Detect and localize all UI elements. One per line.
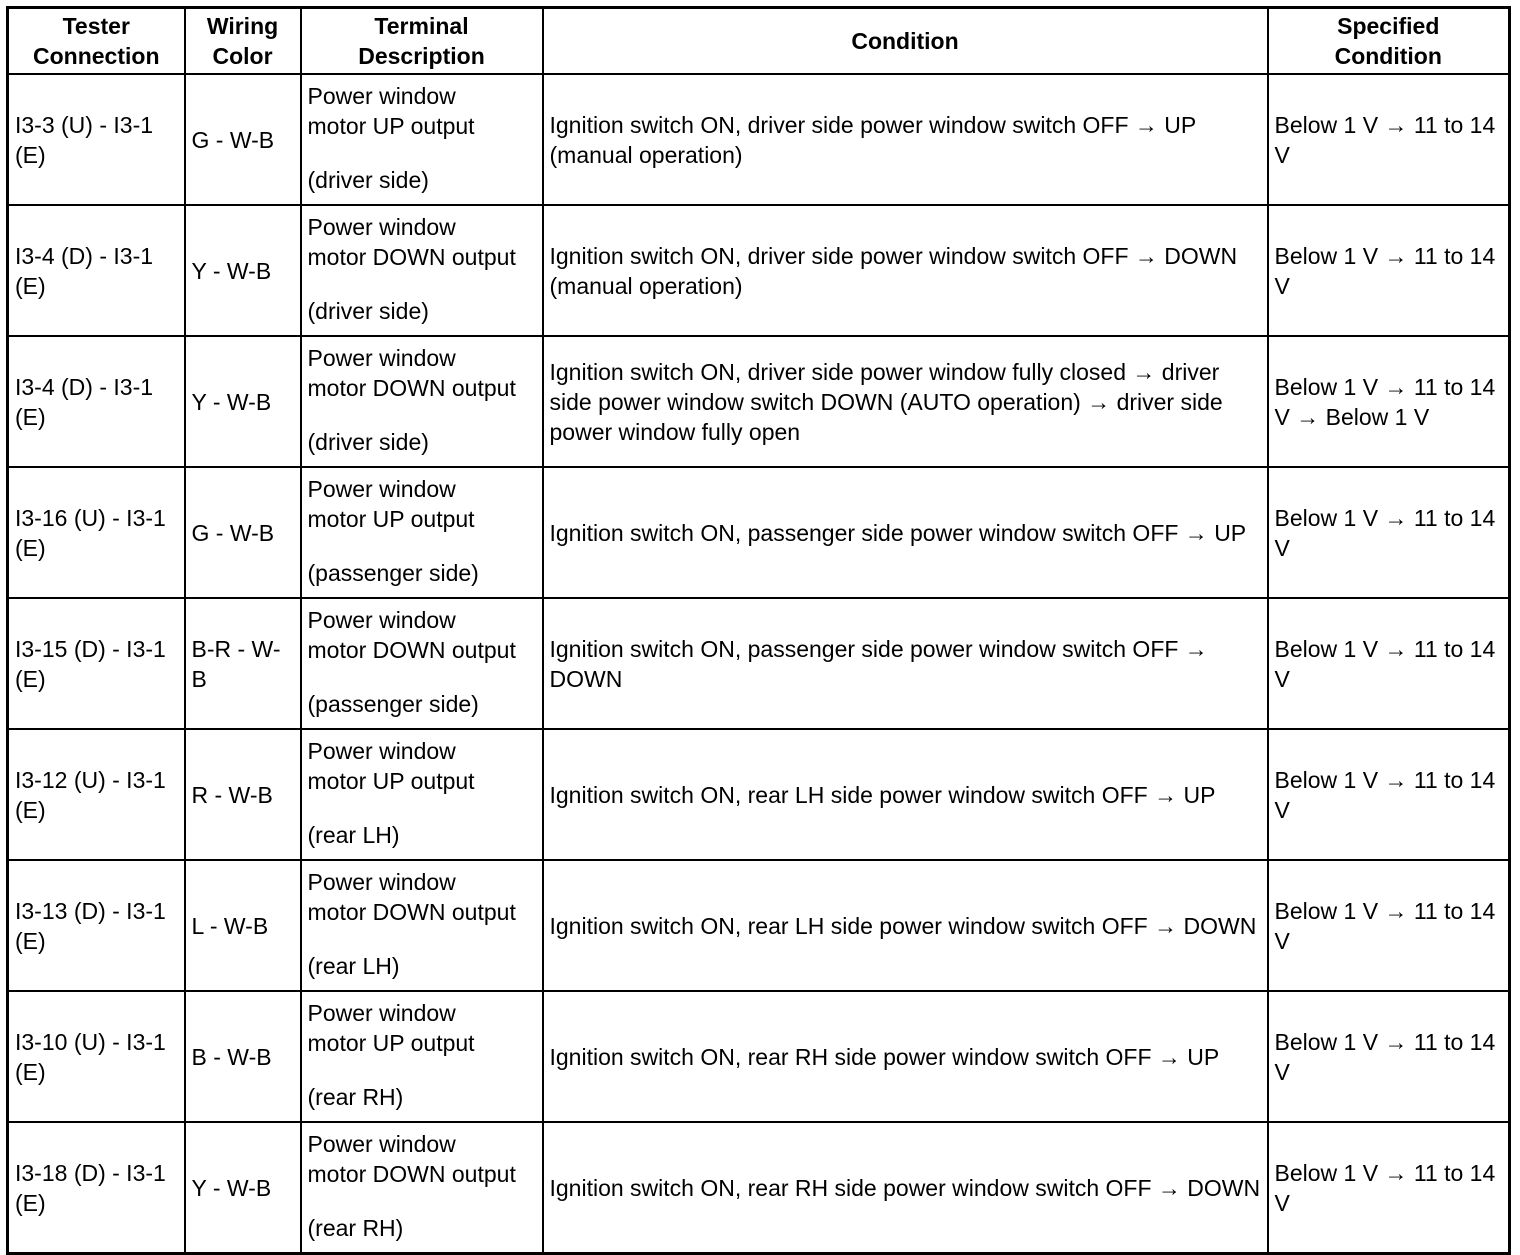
header-tester-connection: Tester Connection xyxy=(8,8,185,75)
wiring-color-cell: Y - W-B xyxy=(185,336,301,467)
condition-cell: Ignition switch ON, rear RH side power window switch OFF → UP xyxy=(543,991,1268,1122)
tester-connection-cell: I3-4 (D) - I3-1 (E) xyxy=(8,205,185,336)
table-row xyxy=(8,205,1510,336)
specified-condition-cell: Below 1 V → 11 to 14 V xyxy=(1268,860,1510,991)
specified-condition-cell: Below 1 V → 11 to 14 V xyxy=(1268,598,1510,729)
terminal-description-cell: Power window motor DOWN output (rear RH) xyxy=(301,1122,543,1254)
terminal-description-cell: Power window motor DOWN output (rear LH) xyxy=(301,860,543,991)
wiring-color-cell: B - W-B xyxy=(185,991,301,1122)
condition-cell: Ignition switch ON, driver side power window switch OFF → DOWN (manual operation) xyxy=(543,205,1268,336)
specified-condition-cell: Below 1 V → 11 to 14 V xyxy=(1268,205,1510,336)
wiring-color-cell: R - W-B xyxy=(185,729,301,860)
specified-condition-cell: Below 1 V → 11 to 14 V → Below 1 V xyxy=(1268,336,1510,467)
header-terminal-description: Terminal Description xyxy=(301,8,543,75)
tester-connection-cell: I3-15 (D) - I3-1 (E) xyxy=(8,598,185,729)
tester-connection-cell: I3-12 (U) - I3-1 (E) xyxy=(8,729,185,860)
table-row xyxy=(8,336,1510,467)
terminal-description-cell: Power window motor UP output (passenger side) xyxy=(301,467,543,598)
header-wiring-color: Wiring Color xyxy=(185,8,301,75)
condition-cell: Ignition switch ON, rear LH side power window switch OFF → DOWN xyxy=(543,860,1268,991)
tester-connection-cell: I3-13 (D) - I3-1 (E) xyxy=(8,860,185,991)
wiring-color-cell: L - W-B xyxy=(185,860,301,991)
condition-cell: Ignition switch ON, passenger side power window switch OFF → DOWN xyxy=(543,598,1268,729)
condition-cell: Ignition switch ON, passenger side power window switch OFF → UP xyxy=(543,467,1268,598)
header-condition: Condition xyxy=(543,8,1268,75)
specified-condition-cell: Below 1 V → 11 to 14 V xyxy=(1268,467,1510,598)
terminal-description-cell: Power window motor DOWN output (passenger side) xyxy=(301,598,543,729)
specified-condition-cell: Below 1 V → 11 to 14 V xyxy=(1268,74,1510,205)
table-row xyxy=(8,598,1510,729)
specified-condition-cell: Below 1 V → 11 to 14 V xyxy=(1268,991,1510,1122)
condition-cell: Ignition switch ON, rear LH side power window switch OFF → UP xyxy=(543,729,1268,860)
tester-connection-cell: I3-16 (U) - I3-1 (E) xyxy=(8,467,185,598)
table-row xyxy=(8,860,1510,991)
table-row xyxy=(8,729,1510,860)
table-row xyxy=(8,74,1510,205)
table-header-row xyxy=(8,8,1510,75)
tester-connection-cell: I3-3 (U) - I3-1 (E) xyxy=(8,74,185,205)
specified-condition-cell: Below 1 V → 11 to 14 V xyxy=(1268,729,1510,860)
terminal-description-cell: Power window motor DOWN output (driver side) xyxy=(301,336,543,467)
table-row xyxy=(8,1122,1510,1254)
wiring-color-cell: Y - W-B xyxy=(185,205,301,336)
condition-cell: Ignition switch ON, driver side power window switch OFF → UP (manual operation) xyxy=(543,74,1268,205)
wiring-color-cell: G - W-B xyxy=(185,467,301,598)
terminal-description-cell: Power window motor DOWN output (driver side) xyxy=(301,205,543,336)
wiring-color-cell: G - W-B xyxy=(185,74,301,205)
tester-connection-cell: I3-18 (D) - I3-1 (E) xyxy=(8,1122,185,1254)
condition-cell: Ignition switch ON, driver side power window fully closed → driver side power window switch DOWN (AUTO operation) → driver side power window fully open xyxy=(543,336,1268,467)
tester-connection-cell: I3-4 (D) - I3-1 (E) xyxy=(8,336,185,467)
terminal-description-cell: Power window motor UP output (rear RH) xyxy=(301,991,543,1122)
terminal-description-cell: Power window motor UP output (driver side) xyxy=(301,74,543,205)
header-specified-condition: Specified Condition xyxy=(1268,8,1510,75)
terminal-description-cell: Power window motor UP output (rear LH) xyxy=(301,729,543,860)
table-row xyxy=(8,991,1510,1122)
table-row xyxy=(8,467,1510,598)
terminal-check-table xyxy=(6,6,1511,1255)
condition-cell: Ignition switch ON, rear RH side power window switch OFF → DOWN xyxy=(543,1122,1268,1254)
wiring-color-cell: Y - W-B xyxy=(185,1122,301,1254)
wiring-color-cell: B-R - W-B xyxy=(185,598,301,729)
specified-condition-cell: Below 1 V → 11 to 14 V xyxy=(1268,1122,1510,1254)
tester-connection-cell: I3-10 (U) - I3-1 (E) xyxy=(8,991,185,1122)
